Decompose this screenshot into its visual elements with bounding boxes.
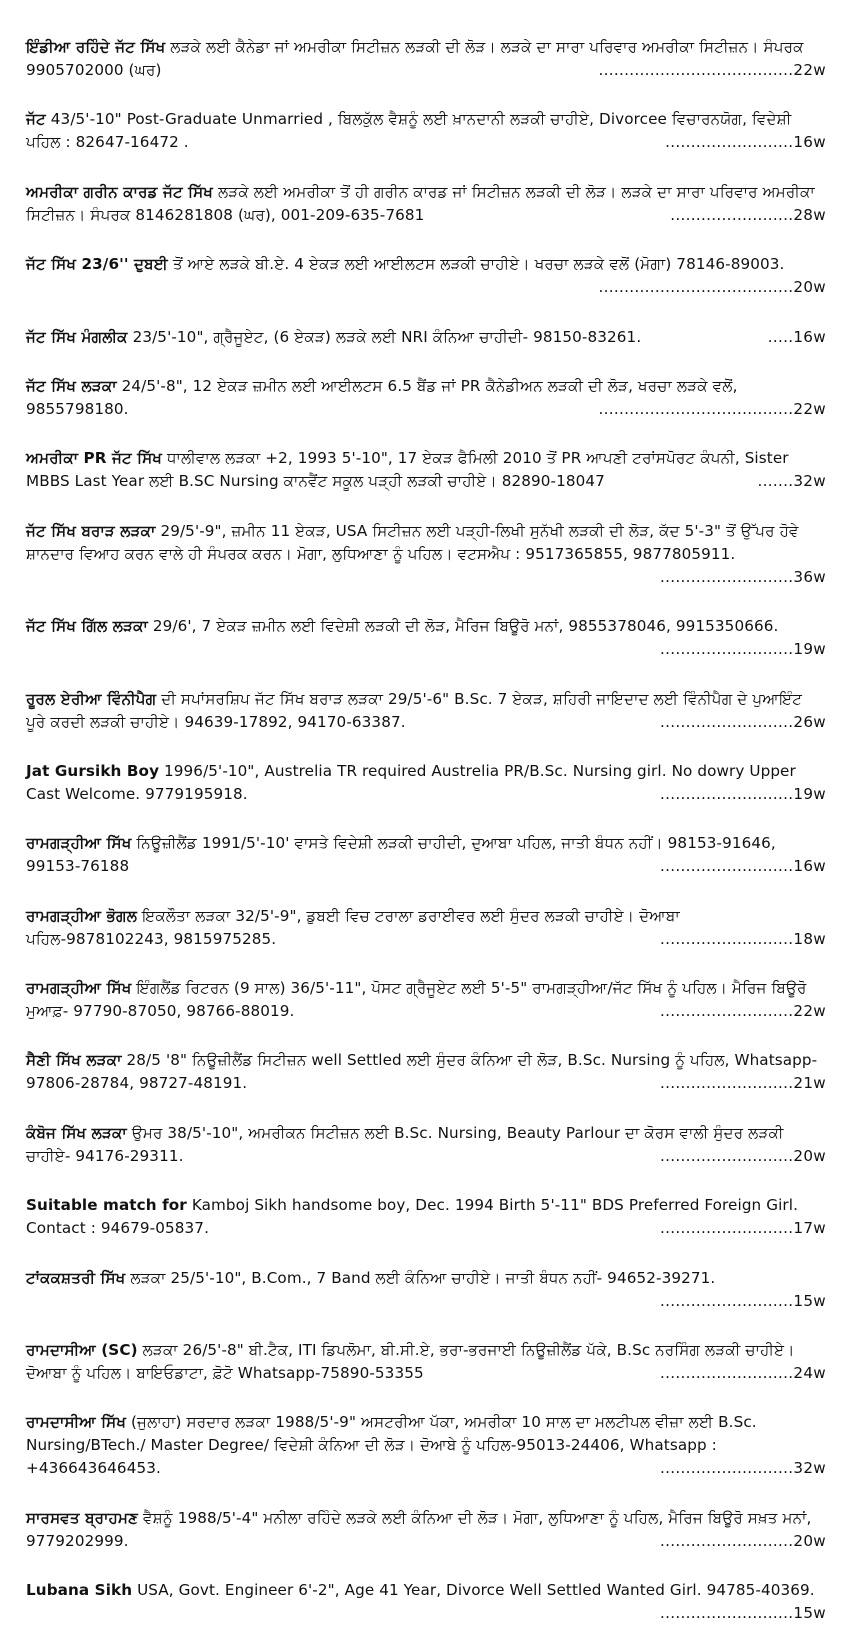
ad-text: ਦੀ ਸਪਾਂਸਰਸ਼ਿਪ ਜੱਟ ਸਿੱਖ ਬਰਾੜ ਲੜਕਾ 29/5'-6" B.Sc. 7 ਏਕੜ, ਸ਼ਹਿਰੀ ਜਾਇਦਾਦ ਲਈ ਵਿੰਨੀਪੈਗ ਦੇ ਪੁਆਇੰਟ ਪੂਰੇ ਕਰਦੀ ਲੜਕੀ ਚਾਹੀਏ। 94639-17892, 94170-63387.: [26, 689, 803, 731]
ad-lead: ਕੰਬੋਜ ਸਿੱਖ ਲੜਕਾ: [26, 1123, 127, 1142]
ad-lead: ਸੈਣੀ ਸਿੱਖ ਲੜਕਾ: [26, 1051, 122, 1070]
ad-code: .........................16w: [665, 133, 826, 152]
classified-ad: [26, 1122, 826, 1168]
ad-code: ..........................19w: [660, 784, 826, 803]
ad-lead: ਟਾਂਕਕਸ਼ਤਰੀ ਸਿੱਖ: [26, 1268, 126, 1287]
ad-lead: ਰੂਰਲ ਏਰੀਆ ਵਿੰਨੀਪੈਗ: [26, 689, 157, 708]
ad-text: ਇੰਗਲੈਂਡ ਰਿਟਰਨ (9 ਸਾਲ) 36/5'-11", ਪੋਸਟ ਗ੍ਰੈਜੂਏਟ ਲਈ 5'-5" ਰਾਮਗੜ੍ਹੀਆ/ਜੱਟ ਸਿੱਖ ਨੂੰ ਪਹਿਲ। ਮੈਰਿਜ ਬਿਊਰੋ ਮੁਆਫ਼- 97790-87050, 98766-88019.: [26, 979, 807, 1021]
ad-text: 29/5'-9", ਜ਼ਮੀਨ 11 ਏਕੜ, USA ਸਿਟੀਜ਼ਨ ਲਈ ਪੜ੍ਹੀ-ਲਿਖੀ ਸੁਨੱਖੀ ਲੜਕੀ ਦੀ ਲੋੜ, ਕੱਦ 5'-3" ਤੋਂ ਉੱਪਰ ਹੋਵੇ ਸ਼ਾਨਦਾਰ ਵਿਆਹ ਕਰਨ ਵਾਲੇ ਹੀ ਸੰਪਰਕ ਕਰਨ। ਮੋਗਾ, ਲੁਧਿਆਣਾ ਨੂੰ ਪਹਿਲ। ਵਟਸਐਪ : 9517365855, 9877805911.: [26, 521, 799, 563]
ad-text: (ਜੁਲਾਹਾ) ਸਰਦਾਰ ਲੜਕਾ 1988/5'-9" ਅਸਟਰੀਆ ਪੱਕਾ, ਅਮਰੀਕਾ 10 ਸਾਲ ਦਾ ਮਲਟੀਪਲ ਵੀਜ਼ਾ ਲਈ B.Sc. Nursing/BTech./ Master Degree/ ਵਿਦੇਸ਼ੀ ਕੰਨਿਆ ਦੀ ਲੋੜ। ਦੋਆਬੇ ਨੂੰ ਪਹਿਲ-95013-24406, Whatsapp : +436643646453.: [26, 1413, 757, 1478]
ad-lead: Suitable match for: [26, 1196, 187, 1215]
ad-text: 43/5'-10" Post-Graduate Unmarried , ਬਿਲਕੁੱਲ ਵੈਸ਼ਨੂੰ ਲਈ ਖ਼ਾਨਦਾਨੀ ਲੜਕੀ ਚਾਹੀਏ, Divorcee ਵਿਚਾਰਨਯੋਗ, ਵਿਦੇਸ਼ੀ ਪਹਿਲ : 82647-16472 .: [26, 110, 792, 152]
ad-code: ..........................32w: [660, 1459, 826, 1478]
ad-text: USA, Govt. Engineer 6'-2", Age 41 Year, Divorce Well Settled Wanted Girl. 94785-40369.: [137, 1581, 815, 1600]
ad-text: ਤੋਂ ਆਏ ਲੜਕੇ ਬੀ.ਏ. 4 ਏਕੜ ਲਈ ਆਈਲਟਸ ਲੜਕੀ ਚਾਹੀਏ। ਖਰਚਾ ਲੜਕੇ ਵਲੋਂ (ਮੋਗਾ) 78146-89003.: [172, 255, 785, 274]
ad-code: ......................................20w: [598, 278, 826, 297]
classified-ad: [26, 1194, 826, 1240]
ad-code: ..........................26w: [660, 712, 826, 731]
ad-lead: ਅਮਰੀਕਾ PR ਜੱਟ ਸਿੱਖ: [26, 449, 163, 468]
classified-ad: [26, 760, 826, 806]
classified-ad: [26, 905, 826, 951]
ad-code: ..........................15w: [660, 1291, 826, 1310]
ad-code: ..........................22w: [660, 1002, 826, 1021]
ad-lead: ਜੱਟ ਸਿੱਖ ਮੰਗਲੀਕ: [26, 327, 128, 346]
ad-lead: ਅਮਰੀਕਾ ਗਰੀਨ ਕਾਰਡ ਜੱਟ ਸਿੱਖ: [26, 182, 214, 201]
ad-code: ..........................36w: [660, 567, 826, 586]
ad-lead: ਜੱਟ ਸਿੱਖ 23/6'' ਦੁਬਈ: [26, 255, 168, 274]
ad-code: ..........................19w: [660, 640, 826, 659]
classified-ad: [26, 520, 826, 589]
classified-ad: [26, 615, 826, 661]
ad-text: ਨਿਊਜ਼ੀਲੈਂਡ 1991/5'-10' ਵਾਸਤੇ ਵਿਦੇਸ਼ੀ ਲੜਕੀ ਚਾਹੀਦੀ, ਦੁਆਬਾ ਪਹਿਲ, ਜਾਤੀ ਬੰਧਨ ਨਹੀਂ। 98153-91646, 99153-76188: [26, 834, 776, 876]
ad-lead: ਰਾਮਗੜ੍ਹੀਆ ਭੋਗਲ: [26, 906, 138, 925]
ad-code: ..........................21w: [660, 1074, 826, 1093]
ad-lead: ਇੰਡੀਆ ਰਹਿੰਦੇ ਜੱਟ ਸਿੱਖ: [26, 38, 166, 56]
ad-text: Kamboj Sikh handsome boy, Dec. 1994 Birth 5'-11" BDS Preferred Foreign Girl. Contact : 94679-05837.: [26, 1196, 798, 1238]
classified-ad: [26, 832, 826, 878]
ad-code: ..........................20w: [660, 1531, 826, 1550]
ad-lead: ਰਾਮਗੜ੍ਹੀਆ ਸਿੱਖ: [26, 979, 132, 998]
classified-ad: [26, 36, 826, 82]
ad-text: 24/5'-8", 12 ਏਕੜ ਜ਼ਮੀਨ ਲਈ ਆਈਲਟਸ 6.5 ਬੈਂਡ ਜਾਂ PR ਕੈਨੇਡੀਅਨ ਲੜਕੀ ਦੀ ਲੋੜ, ਖਰਚਾ ਲੜਕੇ ਵਲੋਂ, 9855798180.: [26, 376, 738, 418]
classified-ad: [26, 1339, 826, 1385]
classified-ad: [26, 977, 826, 1023]
ad-code: ..........................18w: [660, 929, 826, 948]
ad-lead: Lubana Sikh: [26, 1581, 133, 1600]
ad-code: ........................28w: [670, 205, 826, 224]
classified-ad: [26, 108, 826, 154]
ad-code: ..........................20w: [660, 1146, 826, 1165]
classified-ad: [26, 1411, 826, 1480]
ad-code: ..........................17w: [660, 1219, 826, 1238]
classified-ad: [26, 447, 826, 493]
ad-text: ਵੈਸ਼ਨੂੰ 1988/5'-4" ਮਨੀਲਾ ਰਹਿੰਦੇ ਲੜਕੇ ਲਈ ਕੰਨਿਆ ਦੀ ਲੋੜ। ਮੋਗਾ, ਲੁਧਿਆਣਾ ਨੂੰ ਪਹਿਲ, ਮੈਰਿਜ ਬਿਊਰੋ ਸਖ਼ਤ ਮਨਾਂ, 9779202999.: [26, 1508, 812, 1550]
ad-lead: ਜੱਟ ਸਿੱਖ ਗਿੱਲ ਲੜਕਾ: [26, 617, 148, 636]
ad-code: ..........................24w: [660, 1364, 826, 1383]
classified-ad: [26, 1267, 826, 1313]
classified-ad: [26, 1507, 826, 1553]
ad-lead: ਰਾਮਦਾਸੀਆ ਸਿੱਖ: [26, 1413, 127, 1432]
ad-lead: ਜੱਟ: [26, 110, 46, 129]
ad-code: .......32w: [757, 472, 826, 491]
ad-text: ਲੜਕੇ ਲਈ ਅਮਰੀਕਾ ਤੋਂ ਹੀ ਗਰੀਨ ਕਾਰਡ ਜਾਂ ਸਿਟੀਜ਼ਨ ਲੜਕੀ ਦੀ ਲੋੜ। ਲੜਕੇ ਦਾ ਸਾਰਾ ਪਰਿਵਾਰ ਅਮਰੀਕਾ ਸਿਟੀਜ਼ਨ। ਸੰਪਰਕ 8146281808 (ਘਰ), 001-209-635-7681: [26, 182, 815, 224]
ad-text: ਲੜਕਾ 26/5'-8" ਬੀ.ਟੈਕ, ITI ਡਿਪਲੋਮਾ, ਬੀ.ਸੀ.ਏ, ਭਰਾ-ਭਰਜਾਈ ਨਿਊਜ਼ੀਲੈਂਡ ਪੱਕੇ, B.Sc ਨਰਸਿੰਗ ਲੜਕੀ ਚਾਹੀਏ। ਦੋਆਬਾ ਨੂੰ ਪਹਿਲ। ਬਾਇਓਡਾਟਾ, ਫ਼ੋਟੋ Whatsapp-75890-53355: [26, 1341, 795, 1383]
ad-text: 28/5 '8" ਨਿਊਜ਼ੀਲੈਂਡ ਸਿਟੀਜ਼ਨ well Settled ਲਈ ਸੁੰਦਰ ਕੰਨਿਆ ਦੀ ਲੋੜ, B.Sc. Nursing ਨੂੰ ਪਹਿਲ, Whatsapp-97806-28784, 98727-48191.: [26, 1051, 818, 1093]
classified-ad: [26, 326, 826, 349]
ad-text: ਉਮਰ 38/5'-10", ਅਮਰੀਕਨ ਸਿਟੀਜ਼ਨ ਲਈ B.Sc. Nursing, Beauty Parlour ਦਾ ਕੋਰਸ ਵਾਲੀ ਸੁੰਦਰ ਲੜਕੀ ਚਾਹੀਏ- 94176-29311.: [26, 1123, 784, 1165]
classified-ad: [26, 181, 826, 227]
classified-ad: [26, 1579, 826, 1625]
ad-lead: ਸਾਰਸਵਤ ਬ੍ਰਾਹਮਣ: [26, 1508, 139, 1527]
ad-text: 23/5'-10", ਗ੍ਰੈਜੂਏਟ, (6 ਏਕੜ) ਲੜਕੇ ਲਈ NRI ਕੰਨਿਆ ਚਾਹੀਦੀ- 98150-83261.: [132, 327, 642, 346]
ad-text: ਇਕਲੌਤਾ ਲੜਕਾ 32/5'-9", ਡੁਬਈ ਵਿਚ ਟਰਾਲਾ ਡਰਾਈਵਰ ਲਈ ਸੁੰਦਰ ਲੜਕੀ ਚਾਹੀਏ। ਦੋਆਬਾ ਪਹਿਲ-9878102243, 9815975285.: [26, 906, 680, 948]
ad-code: ......................................22w: [598, 61, 826, 79]
classified-ad: [26, 253, 826, 299]
ad-lead: ਰਾਮਗੜ੍ਹੀਆ ਸਿੱਖ: [26, 834, 132, 853]
ad-text: ਲੜਕਾ 25/5'-10", B.Com., 7 Band ਲਈ ਕੰਨਿਆ ਚਾਹੀਏ। ਜਾਤੀ ਬੰਧਨ ਨਹੀਂ- 94652-39271.: [130, 1268, 716, 1287]
ad-code: ..........................16w: [660, 857, 826, 876]
ad-text: ਲੜਕੇ ਲਈ ਕੈਨੇਡਾ ਜਾਂ ਅਮਰੀਕਾ ਸਿਟੀਜ਼ਨ ਲੜਕੀ ਦੀ ਲੋੜ। ਲੜਕੇ ਦਾ ਸਾਰਾ ਪਰਿਵਾਰ ਅਮਰੀਕਾ ਸਿਟੀਜ਼ਨ। ਸੰਪਰਕ 9905702000 (ਘਰ): [26, 38, 804, 79]
classified-ad: [26, 1049, 826, 1095]
ad-text: ਧਾਲੀਵਾਲ ਲੜਕਾ +2, 1993 5'-10", 17 ਏਕੜ ਫੈਮਿਲੀ 2010 ਤੋਂ PR ਆਪਣੀ ਟਰਾਂਸਪੋਰਟ ਕੰਪਨੀ, Sister MBBS Last Year ਲਈ B.SC Nursing ਕਾਨਵੈਂਟ ਸਕੂਲ ਪੜ੍ਹੀ ਲੜਕੀ ਚਾਹੀਏ। 82890-18047: [26, 449, 789, 491]
ad-code: ......................................22w: [598, 399, 826, 418]
ad-lead: Jat Gursikh Boy: [26, 761, 160, 780]
ad-text: 29/6', 7 ਏਕੜ ਜ਼ਮੀਨ ਲਈ ਵਿਦੇਸ਼ੀ ਲੜਕੀ ਦੀ ਲੋੜ, ਮੈਰਿਜ ਬਿਊਰੋ ਮਨਾਂ, 9855378046, 9915350666.: [152, 617, 779, 636]
ad-code: ..........................15w: [660, 1604, 826, 1623]
ad-lead: ਰਾਮਦਾਸੀਆ (SC): [26, 1341, 138, 1360]
ad-code: .....16w: [767, 327, 826, 346]
classified-ad: [26, 688, 826, 734]
ad-lead: ਜੱਟ ਸਿੱਖ ਬਰਾੜ ਲੜਕਾ: [26, 521, 156, 540]
ad-lead: ਜੱਟ ਸਿੱਖ ਲੜਕਾ: [26, 376, 117, 395]
ad-text: 1996/5'-10", Austrelia TR required Austrelia PR/B.Sc. Nursing girl. No dowry Upper Cast Welcome. 9779195918.: [26, 761, 796, 803]
classified-ad: [26, 375, 826, 421]
